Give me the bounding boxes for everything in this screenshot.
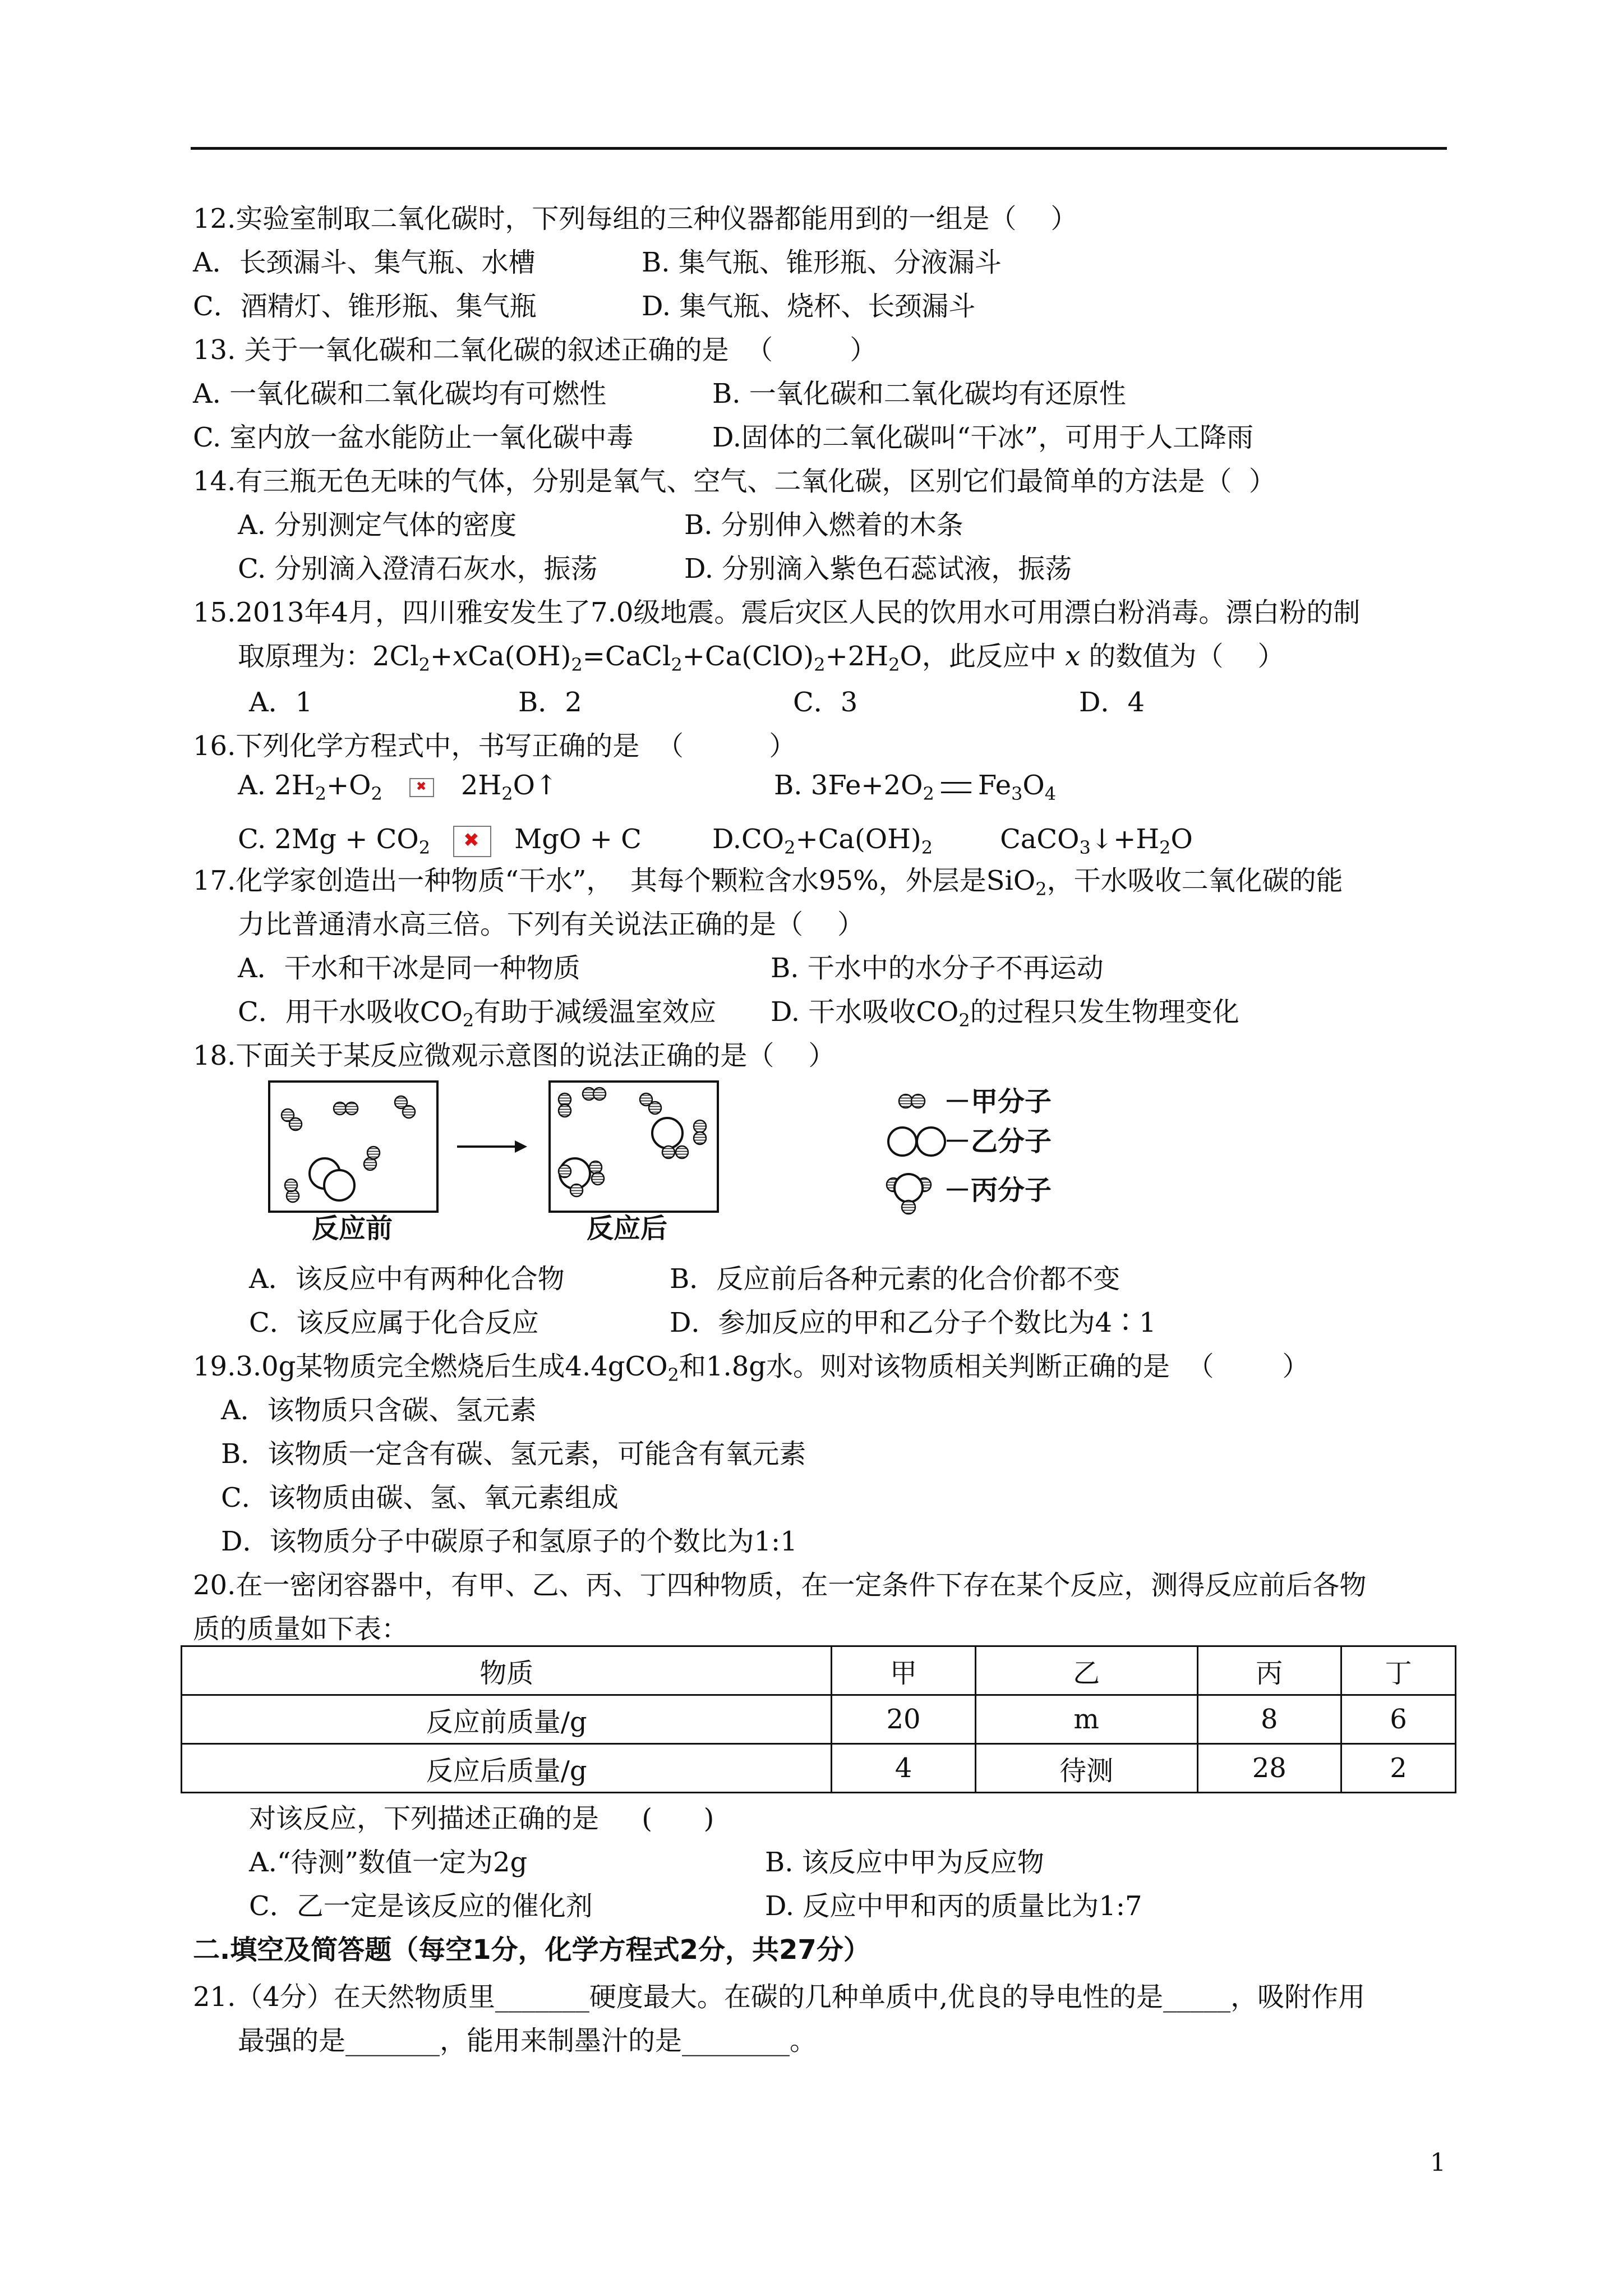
legend-yi-label: －乙分子 bbox=[944, 1126, 1052, 1157]
before-reaction-label: 反应前 bbox=[312, 1213, 393, 1244]
q20-option-b: B. 该反应中甲为反应物 bbox=[765, 1847, 1044, 1878]
q16-c-reactants bbox=[274, 823, 431, 858]
q18-option-a: A．该反应中有两种化合物 bbox=[249, 1263, 565, 1295]
q15-option-d: D．4 bbox=[1079, 687, 1145, 718]
q16-option-d bbox=[712, 822, 1193, 856]
q20-option-a: A.“待测”数值一定为2g bbox=[249, 1847, 528, 1878]
subscript: 3 bbox=[1079, 837, 1091, 858]
subscript: 2 bbox=[1035, 878, 1047, 900]
table-cell: 反应后质量/g bbox=[182, 1744, 832, 1793]
table-cell: 2 bbox=[1341, 1744, 1455, 1793]
text-segment: D. 干水吸收CO bbox=[771, 996, 959, 1028]
q16-option-c bbox=[238, 822, 642, 857]
subscript: 2 bbox=[371, 783, 382, 804]
q19-option-d: D．该物质分子中碳原子和氢原子的个数比为1:1 bbox=[221, 1526, 797, 1557]
text-segment: 的过程只发生物理变化 bbox=[970, 996, 1239, 1028]
q16-d-reactants bbox=[741, 823, 933, 858]
legend-jia-molecule-icon bbox=[899, 1094, 925, 1108]
q16-a-products bbox=[460, 770, 558, 804]
q14-stem: 14.有三瓶无色无味的气体，分别是氧气、空气、二氧化碳，区别它们最简单的方法是（ ） bbox=[193, 466, 1276, 497]
text-segment: CO bbox=[741, 823, 785, 855]
q17-option-d bbox=[771, 995, 1239, 1029]
q12-option-d: D. 集气瓶、烧杯、长颈漏斗 bbox=[642, 291, 976, 322]
q16-option-b bbox=[774, 769, 1056, 802]
q14-option-c: C. 分别滴入澄清石灰水，振荡 bbox=[238, 553, 598, 585]
q12-option-c: C．酒精灯、锥形瓶、集气瓶 bbox=[193, 291, 537, 322]
table-header-row bbox=[182, 1646, 1456, 1695]
q16-c-products bbox=[514, 823, 642, 855]
q15-line2-suffix1: ，此反应中 bbox=[921, 641, 1066, 672]
text-segment: 有助于减缓温室效应 bbox=[474, 996, 717, 1028]
table-header-cell: 物质 bbox=[182, 1646, 832, 1695]
subscript: 2 bbox=[784, 837, 796, 858]
q13-option-b: B. 一氧化碳和二氧化碳均有还原性 bbox=[712, 378, 1126, 409]
broken-image-icon bbox=[453, 826, 491, 857]
table-cell: 6 bbox=[1341, 1695, 1455, 1744]
legend-jia-label: －甲分子 bbox=[944, 1086, 1052, 1117]
q16-b-products bbox=[978, 770, 1057, 804]
q13-option-c: C. 室内放一盆水能防止一氧化碳中毒 bbox=[193, 422, 634, 453]
q16-a-label: A. bbox=[238, 770, 275, 801]
q21-line2: 最强的是_______，能用来制墨汁的是________。 bbox=[238, 2025, 817, 2056]
q16-d-products bbox=[1000, 823, 1193, 858]
q19-option-b: B．该物质一定含有碳、氢元素，可能含有氧元素 bbox=[221, 1438, 806, 1470]
text-segment: 17.化学家创造出一种物质“干水”， 其每个颗粒含水95%，外层是SiO bbox=[193, 865, 1036, 896]
table-cell: 20 bbox=[832, 1695, 975, 1744]
section-heading: 二.填空及简答题（每空1分，化学方程式2分，共27分） bbox=[193, 1934, 870, 1966]
text-segment: Ca(OH) bbox=[468, 641, 571, 672]
table-header-cell: 丙 bbox=[1197, 1646, 1341, 1695]
table-header-cell: 甲 bbox=[832, 1646, 975, 1695]
q12-stem: 12.实验室制取二氧化碳时，下列每组的三种仪器都能用到的一组是（ ） bbox=[193, 203, 1078, 234]
q16-stem: 16.下列化学方程式中，书写正确的是 （ ） bbox=[193, 730, 796, 762]
mass-table bbox=[181, 1645, 1456, 1793]
text-segment: CaCO bbox=[1000, 823, 1080, 855]
subscript: 2 bbox=[888, 654, 900, 675]
q18-stem: 18.下面关于某反应微观示意图的说法正确的是（ ） bbox=[193, 1040, 836, 1071]
q15-line2-suffix2: 的数值为（ ） bbox=[1080, 641, 1285, 672]
page-number: 1 bbox=[1430, 2148, 1446, 2177]
table-cell: 8 bbox=[1197, 1695, 1341, 1744]
q18-option-d: D．参加反应的甲和乙分子个数比为4∶1 bbox=[670, 1307, 1156, 1338]
text-segment: C．用干水吸收CO bbox=[238, 996, 463, 1028]
q17-option-a: A．干水和干冰是同一种物质 bbox=[238, 953, 580, 984]
q16-b-label: B. bbox=[774, 770, 811, 801]
q18-option-b: B．反应前后各种元素的化合价都不变 bbox=[670, 1263, 1121, 1295]
q12-option-b: B. 集气瓶、锥形瓶、分液漏斗 bbox=[642, 247, 1002, 278]
text-segment: +Ca(OH) bbox=[795, 823, 921, 855]
subscript: 2 bbox=[462, 1010, 474, 1031]
q18-option-c: C．该反应属于化合反应 bbox=[249, 1307, 539, 1338]
text-segment: 3Fe+2O bbox=[810, 770, 923, 801]
subscript: 2 bbox=[921, 837, 933, 858]
header-rule bbox=[191, 147, 1447, 150]
q14-option-d: D. 分别滴入紫色石蕊试液，振荡 bbox=[684, 553, 1072, 585]
reaction-arrow-icon bbox=[457, 1140, 527, 1153]
q13-option-d: D.固体的二氧化碳叫“干冰”，可用于人工降雨 bbox=[712, 422, 1254, 453]
q16-option-a bbox=[238, 769, 557, 802]
text-segment: 2H bbox=[460, 770, 502, 801]
subscript: 2 bbox=[418, 837, 431, 858]
text-segment: 19.3.0g某物质完全燃烧后生成4.4gCO bbox=[193, 1351, 668, 1382]
legend-yi-molecule-icon bbox=[888, 1128, 945, 1156]
table-cell: 反应前质量/g bbox=[182, 1695, 832, 1744]
subscript: 2 bbox=[814, 654, 826, 675]
text-segment: 2Mg + CO bbox=[274, 823, 419, 855]
legend bbox=[887, 1094, 945, 1214]
q13-stem: 13. 关于一氧化碳和二氧化碳的叙述正确的是 （ ） bbox=[193, 334, 877, 366]
table-cell: m bbox=[975, 1695, 1197, 1744]
q15-option-c: C．3 bbox=[793, 687, 858, 718]
table-header-cell: 乙 bbox=[975, 1646, 1197, 1695]
text-segment: 2Cl bbox=[372, 641, 419, 672]
legend-bing-label: －丙分子 bbox=[944, 1175, 1052, 1206]
subscript: 2 bbox=[501, 783, 513, 804]
subscript: 2 bbox=[923, 783, 934, 804]
text-segment: MgO + C bbox=[514, 823, 642, 855]
q15-option-b: B．2 bbox=[518, 687, 582, 718]
q17-option-b: B. 干水中的水分子不再运动 bbox=[771, 953, 1104, 984]
text-segment: +2H bbox=[825, 641, 889, 672]
table-cell: 28 bbox=[1197, 1744, 1341, 1793]
text-segment: Fe bbox=[978, 770, 1011, 801]
text-segment: ，干水吸收二氧化碳的能 bbox=[1046, 865, 1343, 896]
text-segment: +O bbox=[326, 770, 371, 801]
table-row bbox=[182, 1695, 1456, 1744]
text-segment: 2H bbox=[274, 770, 315, 801]
text-segment: =CaCl bbox=[582, 641, 671, 672]
q19-option-a: A．该物质只含碳、氢元素 bbox=[221, 1395, 537, 1426]
equals-sign-icon bbox=[941, 782, 971, 793]
text-segment: O bbox=[1170, 823, 1193, 855]
text-segment: 和1.8g水。则对该物质相关判断正确的是 （ ） bbox=[679, 1351, 1310, 1382]
q14-option-b: B. 分别伸入燃着的木条 bbox=[684, 509, 963, 541]
subscript: 2 bbox=[315, 783, 326, 804]
q19-stem bbox=[193, 1350, 1310, 1386]
q16-b-reactants bbox=[810, 770, 934, 804]
text-segment: +Ca(ClO) bbox=[682, 641, 814, 672]
after-reaction-label: 反应后 bbox=[587, 1213, 668, 1244]
subscript: 2 bbox=[958, 1010, 970, 1031]
table-header-cell: 丁 bbox=[1341, 1646, 1455, 1695]
text-segment: O↑ bbox=[513, 770, 558, 801]
text-segment: O bbox=[1022, 770, 1045, 801]
q15-variable-x: x bbox=[1065, 641, 1081, 672]
q16-d-label: D. bbox=[712, 823, 742, 855]
q17-option-c bbox=[238, 995, 716, 1029]
table-cell: 待测 bbox=[975, 1744, 1197, 1793]
q15-equation bbox=[372, 641, 922, 675]
subscript: 2 bbox=[418, 654, 430, 675]
q17-line2: 力比普通清水高三倍。下列有关说法正确的是（ ） bbox=[238, 909, 865, 940]
text-segment: ↓+H bbox=[1090, 823, 1160, 855]
q15-line2 bbox=[238, 639, 1284, 673]
table-cell: 4 bbox=[832, 1744, 975, 1793]
q16-a-reactants bbox=[274, 770, 382, 804]
q13-option-a: A. 一氧化碳和二氧化碳均有可燃性 bbox=[193, 378, 607, 409]
q20-line1: 20.在一密闭容器中，有甲、乙、丙、丁四种物质，在一定条件下存在某个反应，测得反应前后各物 bbox=[193, 1570, 1367, 1601]
q16-c-label: C. bbox=[238, 823, 275, 855]
q20-option-c: C．乙一定是该反应的催化剂 bbox=[249, 1890, 593, 1922]
broken-image-icon bbox=[409, 778, 434, 797]
table-row bbox=[182, 1744, 1456, 1793]
q15-option-a: A．1 bbox=[249, 687, 313, 718]
subscript: 2 bbox=[571, 654, 583, 675]
italic-variable: x bbox=[453, 641, 468, 672]
subscript: 3 bbox=[1011, 783, 1023, 804]
subscript: 2 bbox=[667, 1364, 679, 1386]
q20-line2: 质的质量如下表： bbox=[193, 1613, 409, 1645]
q21-line1: 21.（4分）在天然物质里_______硬度最大。在碳的几种单质中,优良的导电性的是_____，吸附作用 bbox=[193, 1981, 1366, 2013]
q17-line1 bbox=[193, 864, 1343, 898]
text-segment: + bbox=[430, 641, 453, 672]
q14-option-a: A. 分别测定气体的密度 bbox=[238, 509, 517, 541]
q20-option-d: D. 反应中甲和丙的质量比为1:7 bbox=[765, 1890, 1142, 1922]
q12-option-a: A．长颈漏斗、集气瓶、水槽 bbox=[193, 247, 536, 278]
q15-line2-prefix: 取原理为： bbox=[238, 641, 373, 672]
q20-prompt: 对该反应，下列描述正确的是 ( ) bbox=[249, 1803, 714, 1834]
subscript: 2 bbox=[1159, 837, 1171, 858]
legend-bing-molecule-icon bbox=[887, 1174, 931, 1214]
subscript: 4 bbox=[1044, 783, 1057, 804]
q19-option-c: C．该物质由碳、氢、氧元素组成 bbox=[221, 1482, 619, 1513]
text-segment: O bbox=[900, 641, 922, 672]
subscript: 2 bbox=[671, 654, 683, 675]
q15-line1: 15.2013年4月，四川雅安发生了7.0级地震。震后灾区人民的饮用水可用漂白粉消毒。漂白粉的制 bbox=[193, 597, 1361, 628]
